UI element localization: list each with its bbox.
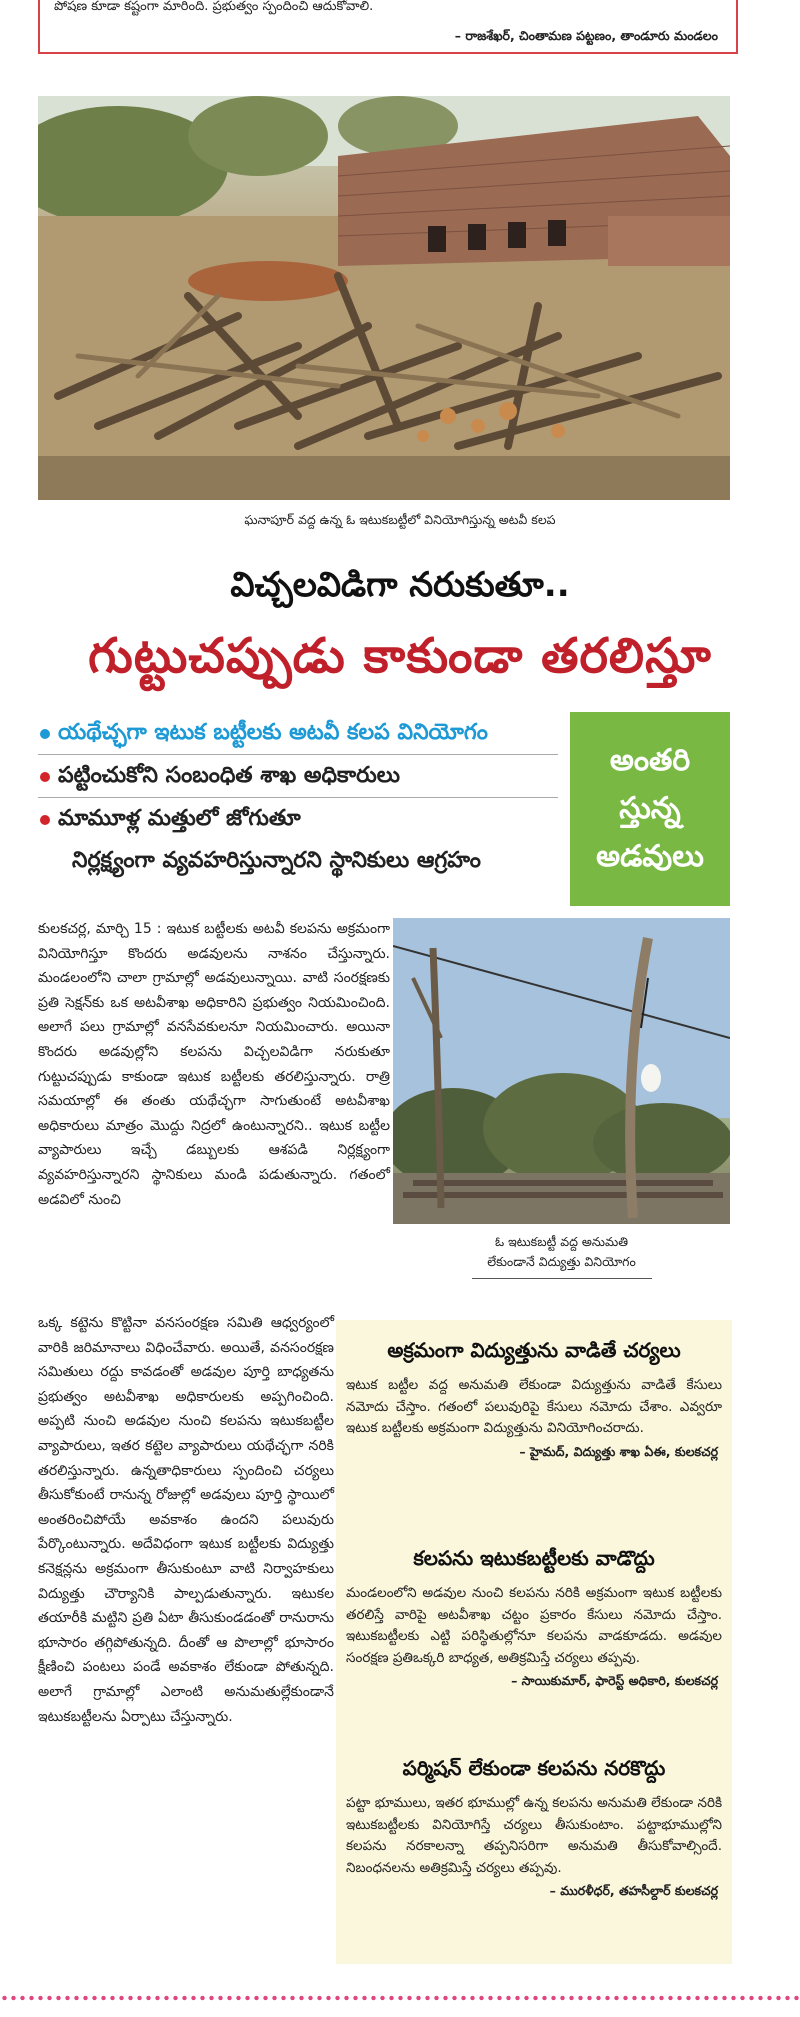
article-paragraph: కులకచర్ల, మార్చి 15 : ఇటుక బట్టీలకు అటవీ కలపను అక్రమంగా వినియోగిస్తూ కొందరు అడవులను నాశనం చేస్తున్నారు. మండలంలోని చాలా గ్రామాల్లో అడవులున్నాయి. వాటి సంరక్షణకు ప్రతి సెక్షన్‌కు ఒక అటవీశాఖ అధికారిని ప్రభుత్వం నియమించింది. అలాగే పలు గ్రామాల్లో వనసేవకులనూ నియమించారు. అయినా కొందరు అడవుల్లోని కలపను విచ్చలవిడిగా నరుకుతూ గుట్టుచప్పుడు కాకుండా ఇటుక బట్టీలకు తరలిస్తున్నారు. రాత్రి సమయాల్లో ఈ తంతు యథేచ్ఛగా సాగుతుంటే అటవీశాఖ అధికారులు మాత్రం మొద్దు నిద్రలో ఉంటున్నారని.. ఇటుక బట్టీల వ్యాపారులు ఇచ్చే డబ్బులకు ఆశపడి నిర్లక్ష్యంగా వ్యవహరిస్తున్నారని స్థానికులు మండి పడుతున్నారు. గతంలో అడవిలో నుంచి — [38, 921, 390, 1208]
letter-text: పోషణ కూడా కష్టంగా మారింది. ప్రభుత్వం స్పందించి ఆదుకోవాలి. — [54, 0, 374, 14]
official-quotes-sidebar — [336, 1320, 732, 1964]
dotted-divider — [0, 1994, 800, 2002]
bullet-item — [38, 798, 558, 840]
article-body-column-bottom — [38, 1311, 334, 1729]
photo2-caption-line: లేకుండానే విద్యుత్తు వినియోగం — [487, 1254, 636, 1269]
quote-text: మండలంలోని అడవుల నుంచి కలపను నరికి అక్రమంగా ఇటుక బట్టీలకు తరలిస్తే వారిపై అటవీశాఖ చట్టం ప్రకారం కేసులు నమోదు చేస్తాం. ఇటుకబట్టీలకు ఎట్టి పరిస్థితుల్లోనూ కలపను వాడకూడదు. అడవుల సంరక్షణ ప్రతిఒక్కరి బాధ్యత, అతిక్రమిస్తే చర్యలు తప్పవు. — [346, 1585, 722, 1666]
bullet-item — [38, 712, 558, 755]
brick-kiln-timber-photo — [38, 96, 730, 500]
quote-box — [336, 1546, 732, 1692]
quote-box — [336, 1756, 732, 1902]
bullet-list — [38, 712, 558, 882]
title-box-green — [570, 712, 730, 906]
pole-scene-illustration — [393, 918, 730, 1224]
quote-heading: పర్మిషన్ లేకుండా కలపను నరకొద్దు — [402, 1756, 666, 1780]
electricity-pole-photo — [393, 918, 730, 1224]
article-paragraph: ఒక్క కట్టెను కొట్టినా వనసంరక్షణ సమితి ఆధ్వర్యంలో వారికి జరిమానాలు విధించేవారు. అయితే, వనసంరక్షణ సమితులు రద్దు కావడంతో అడవుల పూర్తి బాధ్యతను ప్రభుత్వం అటవీశాఖ అధికారులకు అప్పగించింది. అప్పటి నుంచి అడవుల నుంచి కలపను ఇటుకబట్టీల వ్యాపారులు, ఇతర కట్టెల వ్యాపారులు యథేచ్ఛగా నరికి తరలిస్తున్నారు. ఉన్నతాధికారులు స్పందించి చర్యలు తీసుకోకుంటే రానున్న రోజుల్లో అడవులు పూర్తి స్థాయిలో అంతరించిపోయే అవకాశం ఉందని పలువురు పేర్కొంటున్నారు. అదేవిధంగా ఇటుక బట్టీలకు విద్యుత్తు కనెక్షన్లను అక్రమంగా తీసుకుంటూ వాటి నిర్వాహకులు విద్యుత్తు చౌర్యానికి పాల్పడుతున్నారు. ఇటుకల తయారీకి మట్టిని ప్రతి ఏటా తీసుకుండడంతో రానురాను భూసారం తగ్గిపోతున్నది. దీంతో ఆ పొలాల్లో భూసారం క్షీణించి పంటలు పండే అవకాశం లేకుండా పోతున్నది. అలాగే గ్రామాల్లో ఎలాంటి అనుమతుల్లేకుండానే ఇటుకబట్టీలను ఏర్పాటు చేస్తున్నారు. — [38, 1315, 334, 1725]
bullet-text: పట్టించుకోని సంబంధిత శాఖ అధికారులు — [58, 763, 400, 788]
bullet-text: మామూళ్ల మత్తులో జోగుతూ — [58, 806, 301, 831]
quote-signature: – సాయికుమార్, ఫారెస్ట్ అధికారి, కులకచర్ల — [511, 1673, 718, 1688]
photo1-caption: ఘనాపూర్ వద్ద ఉన్న ఓ ఇటుకబట్టీలో వినియోగిస్తున్న అటవీ కలప — [244, 512, 556, 527]
quote-text: ఇటుక బట్టీల వద్ద అనుమతి లేకుండా విద్యుత్తును వాడితే కేసులు నమోదు చేస్తాం. గతంలో పలువురిపై కేసులు నమోదు చేశాం. ఎవ్వరూ ఇటుక బట్టీలకు అక్రమంగా విద్యుత్తును వినియోగించరాదు. — [346, 1377, 722, 1436]
bullet-item-continued — [38, 840, 558, 882]
bullet-item — [38, 755, 558, 798]
quote-heading: అక్రమంగా విద్యుత్తును వాడితే చర్యలు — [387, 1338, 681, 1362]
headline-main: గుట్టుచప్పుడు కాకుండా తరలిస్తూ — [88, 628, 712, 684]
quote-heading: కలపను ఇటుకబట్టీలకు వాడొద్దు — [413, 1546, 655, 1570]
quote-text: పట్టా భూములు, ఇతర భూముల్లో ఉన్న కలపను అనుమతి లేకుండా నరికి ఇటుకబట్టీలకు వినియోగిస్తే చర్యలు తీసుకుంటాం. పట్టాభూముల్లోని కలపను నరకాలన్నా తప్పనిసరిగా అనుమతి తీసుకోవాల్సిందే. నిబంధనలను అతిక్రమిస్తే చర్యలు తప్పవు. — [346, 1795, 722, 1876]
quote-signature: – హైమద్, విద్యుత్తు శాఖ ఏఈ, కులకచర్ల — [519, 1443, 718, 1459]
green-box-line: అడవులు — [596, 839, 704, 874]
photo2-caption-line: ఓ ఇటుకబట్టీ వద్ద అనుమతి — [494, 1234, 628, 1249]
quote-box — [336, 1338, 732, 1463]
headline-kicker: విచ్చలవిడిగా నరుకుతూ.. — [230, 565, 570, 605]
bullet-dot-icon — [40, 729, 50, 739]
article-body-column-top — [38, 917, 390, 1212]
caption-underline — [472, 1278, 652, 1279]
kiln-scene-illustration — [38, 96, 730, 500]
bullet-dot-icon — [40, 772, 50, 782]
photo2-caption — [393, 1232, 730, 1279]
green-box-line: స్తున్న — [619, 791, 681, 826]
letter-signature: – రాజశేఖర్, చింతామణ పట్టణం, తాండూరు మండలం — [454, 28, 718, 43]
reader-letter-box — [38, 0, 738, 54]
bullet-dot-icon — [40, 815, 50, 825]
bullet-text: నిర్లక్ష్యంగా వ్యవహరిస్తున్నారని స్థానికులు ఆగ్రహం — [72, 848, 481, 873]
quote-signature: – మురళీధర్, తహసీల్దార్ కులకచర్ల — [549, 1883, 718, 1898]
bullet-text: యథేచ్ఛగా ఇటుక బట్టీలకు అటవీ కలప వినియోగం — [58, 720, 488, 745]
green-box-line: అంతరి — [609, 743, 691, 778]
